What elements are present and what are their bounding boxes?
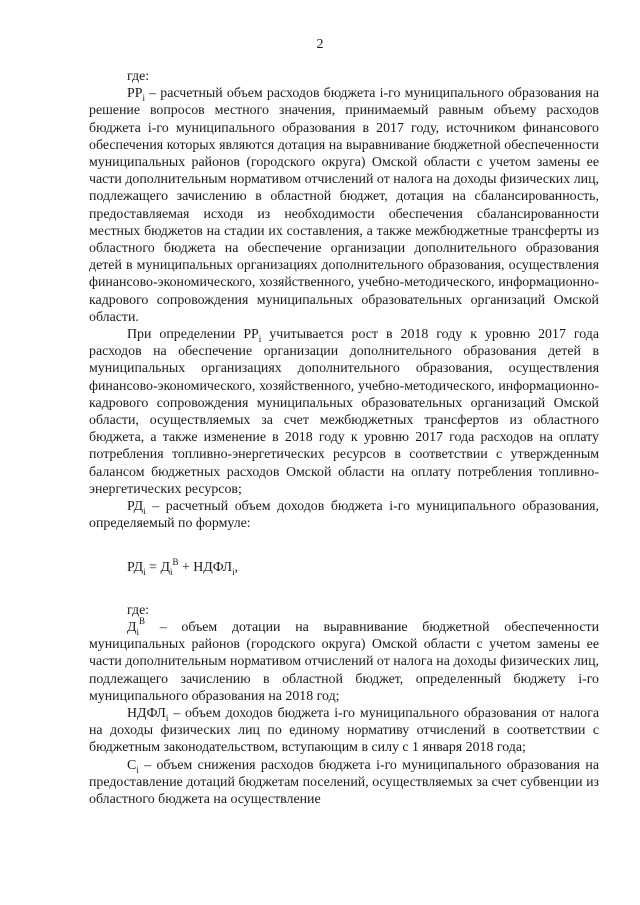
formula-d-sub: i — [169, 567, 173, 578]
definition-text: – расчетный объем доходов бюджета i-го муниципального образования, определяемый по формуле: — [89, 499, 599, 532]
subscript-i: i — [142, 92, 145, 103]
formula-d-sup: В — [172, 556, 179, 567]
where-label: где: — [127, 602, 150, 618]
formula-eq: = Д — [145, 560, 170, 576]
subscript-i: i — [136, 764, 139, 775]
symbol-pp: РР — [127, 86, 143, 102]
where-label: где: — [127, 69, 150, 84]
definition-rd — [89, 498, 599, 532]
definition-text: – объем доходов бюджета i-го муниципального образования от налога на доходы физических лиц по единому нормативу отчислений в соответствии с бюджетным законодательством, вступающим в силу с 1 января 2018 года; — [89, 705, 599, 756]
symbol-rd: РД — [127, 499, 144, 515]
symbol-d: Д — [127, 619, 137, 635]
formula-tail: , — [234, 560, 239, 576]
definition-text: – объем дотации на выравнивание бюджетной обеспеченности муниципальных районов (городского округа) Омской области с учетом замены ее части дополнительным нормативом отчислений от налога на доходы физических лиц, подлежащего зачислению в областной бюджет, определенный бюджету i-го муниципального образования на 2018 год; — [89, 619, 599, 704]
definition-ndfl — [89, 705, 599, 757]
symbol-c: С — [127, 757, 137, 773]
subscript-i: i — [136, 626, 139, 637]
definition-text: – объем снижения расходов бюджета i-го муниципального образования на предоставление дотаций бюджетам поселений, осуществляемых за счет субвенции из областного бюджета на осуществление — [89, 757, 599, 807]
formula-lhs-sub: i — [143, 567, 146, 578]
paragraph-text: учитывается рост в 2018 году к уровню 2017 года расходов на обеспечение организации дополнительного образования детей в муниципальных организациях дополнительного образования, осуществления финансово-экономического, хозяйственного, учебно-методического, информационно-кадрового сопровождения муниципальных образовательных организаций Омской области, осуществляемых за счет межбюджетных трансфертов из областного бюджета, а также изменение в 2018 году к уровню 2017 года расходов на оплату потребления топливно-энергетических ресурсов в соответствии с утвержденным балансом бюджетных расходов Омской области на оплату потребления топливно-энергетических ресурсов; — [89, 327, 600, 497]
symbol-ndfl: НДФЛ — [127, 705, 166, 721]
subscript-i: i — [165, 712, 169, 723]
page-number: 2 — [316, 37, 324, 52]
subscript-i: i — [143, 505, 146, 516]
formula-lhs: РД — [127, 560, 144, 576]
definition-text: – расчетный объем расходов бюджета i-го муниципального образования на решение вопросов местного значения, принимаемый равным объему расходов бюджета i-го муниципального образования в 2017 году, источником финансового обеспечения которых являются дотация на выравнивание бюджетной обеспеченности муниципальных районов (городского округа) Омской области с учетом замены ее части дополнительным нормативом отчислений от налога на доходы физических лиц, подлежащего зачислению в областной бюджет, дотация на сбалансированность, предоставляемая исходя из необходимости обеспечения сбалансированности местных бюджетов на стадии их составления, а также межбюджетные трансферты из областного бюджета на обеспечение организации дополнительного образования детей в муниципальных организациях дополнительного образования, осуществления финансово-экономического, хозяйственного, учебно-методического, информационно-кадрового сопровождения муниципальных образовательных организаций Омской области. — [89, 86, 599, 325]
definition-pp — [89, 85, 599, 326]
subscript-i: i — [258, 333, 262, 344]
document-body — [89, 68, 599, 808]
paragraph-lead: При определении РР — [127, 327, 259, 343]
formula — [89, 556, 599, 578]
superscript-v: В — [139, 616, 146, 627]
formula-ndfl-sub: i — [232, 567, 235, 578]
paragraph-growth — [89, 326, 599, 498]
formula-plus: + НДФЛ — [178, 560, 233, 576]
definition-d — [89, 616, 599, 705]
definition-c — [89, 757, 599, 809]
